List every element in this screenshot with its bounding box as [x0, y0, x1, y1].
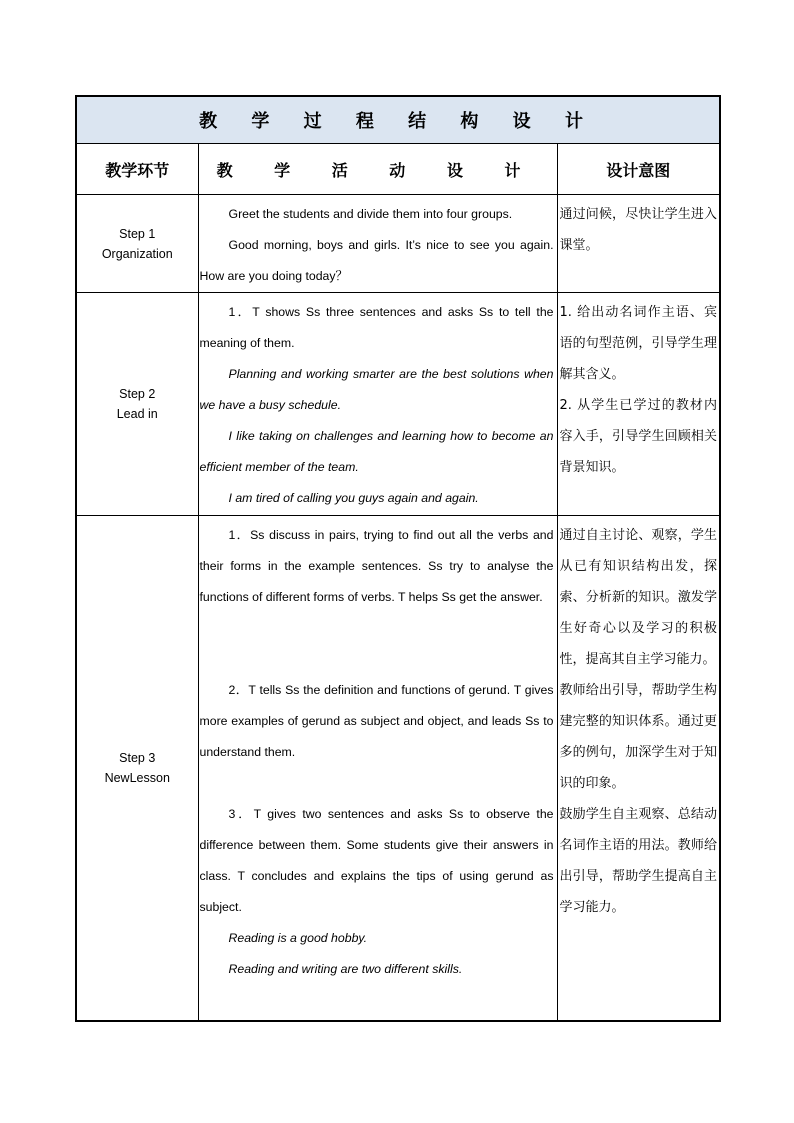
activity-paragraph: Good morning, boys and girls. It’s nice to see you again. How are you doing today？	[199, 238, 554, 283]
example-sentence: Reading is a good hobby.	[228, 931, 368, 945]
step-number: Step 1	[119, 226, 156, 241]
example-sentence: Reading and writing are two different skills.	[228, 962, 463, 976]
intent-paragraph: 教师给出引导，帮助学生构建完整的知识体系。通过更多的例句，加深学生对于知识的印象。	[559, 683, 718, 791]
title-row	[76, 96, 720, 144]
activity-paragraph: 3．T gives two sentences and asks Ss to observe the difference between them. Some students give their answers in class. T concludes and explains the tips of using gerund as subject.	[199, 807, 554, 914]
step-cell	[76, 293, 198, 516]
step-number: Step 2	[119, 387, 156, 401]
header-row	[76, 144, 720, 195]
example-sentence: Planning and working smarter are the best solutions when we have a busy schedule.	[199, 367, 554, 412]
activity-paragraph: Greet the students and divide them into four groups.	[228, 207, 513, 221]
intent-paragraph: 鼓励学生自主观察、总结动名词作主语的用法。教师给出引导，帮助学生提高自主学习能力。	[559, 807, 718, 915]
step-number: Step 3	[119, 750, 156, 765]
activity-paragraph: 2．T tells Ss the definition and functions of gerund. T gives more examples of gerund as subject and object, and leads Ss to understand them.	[199, 683, 554, 759]
lesson-plan-page	[75, 95, 719, 1022]
header-design-intent: 设计意图	[557, 144, 720, 195]
table-row-step3	[76, 516, 720, 1021]
intent-paragraph: 1. 给出动名词作主语、宾语的句型范例，引导学生理解其含义。	[559, 305, 718, 382]
lesson-structure-table	[75, 95, 721, 1022]
header-teaching-stage: 教学环节	[76, 144, 198, 195]
step-name: NewLesson	[104, 770, 170, 785]
intent-paragraph: 通过自主讨论、观察，学生从已有知识结构出发，探索、分析新的知识。激发学生好奇心以及学习的积极性，提高其自主学习能力。	[559, 528, 718, 667]
intent-paragraph: 2. 从学生已学过的教材内容入手，引导学生回顾相关背景知识。	[559, 398, 718, 475]
spacer	[200, 613, 554, 644]
intent-cell	[557, 516, 720, 1021]
header-activity-design: 教 学 活 动 设 计	[198, 144, 557, 195]
table-row-step1	[76, 195, 720, 293]
activity-paragraph: 1．T shows Ss three sentences and asks Ss to tell the meaning of them.	[199, 305, 554, 350]
table-title: 教 学 过 程 结 构 设 计	[76, 96, 720, 144]
intent-cell	[557, 195, 720, 293]
spacer	[200, 768, 554, 799]
step-name: Organization	[101, 246, 173, 261]
step-cell	[76, 516, 198, 1021]
example-sentence: I am tired of calling you guys again and again.	[228, 491, 479, 505]
intent-paragraph: 通过问候，尽快让学生进入课堂。	[559, 207, 718, 253]
intent-cell	[557, 293, 720, 516]
activity-cell	[198, 293, 557, 516]
example-sentence: I like taking on challenges and learning how to become an efficient member of the team.	[199, 429, 554, 474]
activity-paragraph: 1．Ss discuss in pairs, trying to find out all the verbs and their forms in the example sentences. Ss try to analyse the functions of different forms of verbs. T helps Ss get the answer.	[199, 528, 554, 604]
activity-cell	[198, 195, 557, 293]
step-name: Lead in	[116, 407, 158, 421]
step-cell	[76, 195, 198, 293]
spacer	[200, 644, 554, 675]
table-row-step2	[76, 293, 720, 516]
activity-cell	[198, 516, 557, 1021]
